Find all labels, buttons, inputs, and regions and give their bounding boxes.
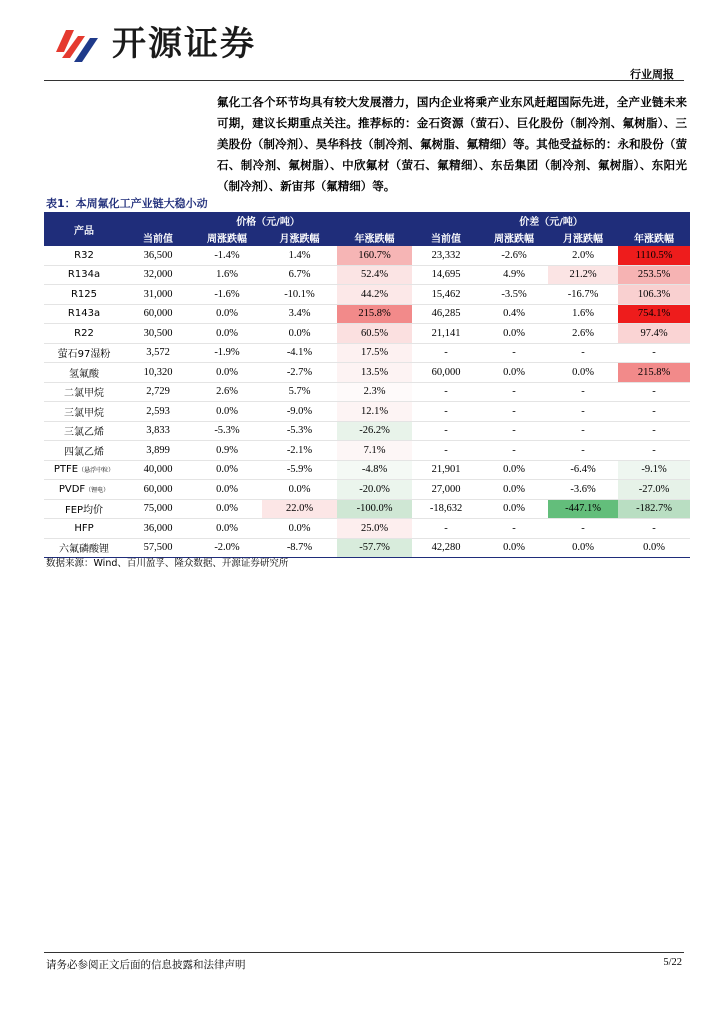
table-cell: -4.8% [337, 460, 412, 480]
sub-header-1: 周涨跌幅 [192, 229, 262, 246]
table-cell: -6.4% [548, 460, 618, 480]
table-cell: -2.1% [262, 441, 337, 461]
table-cell: - [618, 441, 690, 461]
table-cell: 21,901 [412, 460, 480, 480]
table-cell: 36,000 [124, 519, 192, 539]
product-cell [44, 324, 124, 344]
table-cell: 40,000 [124, 460, 192, 480]
table-cell: 1110.5% [618, 246, 690, 265]
product-cell [44, 343, 124, 363]
table-cell: 0.0% [192, 402, 262, 422]
table-row [44, 421, 690, 441]
table-cell: -16.7% [548, 285, 618, 305]
table-cell: 0.0% [262, 324, 337, 344]
table-cell: 22.0% [262, 499, 337, 519]
product-name: 四氯乙烯 [64, 446, 104, 458]
table-cell: 12.1% [337, 402, 412, 422]
table-cell: 0.0% [480, 538, 548, 558]
product-cell [44, 421, 124, 441]
table-cell: 0.0% [548, 538, 618, 558]
table-cell: -10.1% [262, 285, 337, 305]
table-cell: 2,593 [124, 402, 192, 422]
product-name: R32 [74, 249, 94, 261]
table-cell: 0.0% [262, 519, 337, 539]
table-cell: - [618, 382, 690, 402]
table-cell: 3,833 [124, 421, 192, 441]
product-name: R125 [70, 288, 98, 300]
product-cell [44, 304, 124, 324]
table-cell: -18,632 [412, 499, 480, 519]
page-number: 5/22 [663, 957, 682, 968]
table-cell: 57,500 [124, 538, 192, 558]
table-cell: 215.8% [618, 363, 690, 383]
table-cell: 1.6% [548, 304, 618, 324]
table-cell: -2.0% [192, 538, 262, 558]
table-cell: 215.8% [337, 304, 412, 324]
table-row [44, 499, 690, 519]
table-cell: 42,280 [412, 538, 480, 558]
table-cell: 52.4% [337, 265, 412, 285]
table-cell: 44.2% [337, 285, 412, 305]
table-cell: - [548, 382, 618, 402]
product-cell [44, 441, 124, 461]
product-name: 萤石97湿粉 [57, 349, 111, 361]
table-cell: 15,462 [412, 285, 480, 305]
table-cell: 2.3% [337, 382, 412, 402]
table-cell: - [548, 519, 618, 539]
product-name: PTFE [53, 464, 79, 476]
table-cell: 27,000 [412, 480, 480, 500]
table-cell: 0.0% [192, 460, 262, 480]
product-name: 三氯乙烯 [64, 427, 104, 439]
table-cell: -2.6% [480, 246, 548, 265]
table-cell: -1.9% [192, 343, 262, 363]
product-name: R143a [67, 308, 101, 320]
product-cell [44, 499, 124, 519]
table-cell: -1.6% [192, 285, 262, 305]
product-cell [44, 382, 124, 402]
table-cell: 25.0% [337, 519, 412, 539]
table-cell: - [480, 441, 548, 461]
table-cell: 0.0% [192, 304, 262, 324]
table-cell: 253.5% [618, 265, 690, 285]
table-cell: -100.0% [337, 499, 412, 519]
table-cell: -447.1% [548, 499, 618, 519]
table-cell: 60,000 [124, 480, 192, 500]
table-cell: -9.0% [262, 402, 337, 422]
table-cell: 36,500 [124, 246, 192, 265]
table-cell: - [548, 343, 618, 363]
table-cell: 21.2% [548, 265, 618, 285]
table-cell: - [480, 343, 548, 363]
table-row [44, 324, 690, 344]
table-cell: 60,000 [124, 304, 192, 324]
table-cell: 0.0% [192, 480, 262, 500]
sub-header-6: 月涨跌幅 [548, 229, 618, 246]
product-name: HFP [74, 522, 94, 534]
table-row [44, 402, 690, 422]
product-cell [44, 285, 124, 305]
table-cell: 106.3% [618, 285, 690, 305]
table-row [44, 285, 690, 305]
table-cell: -8.7% [262, 538, 337, 558]
table-cell: 1.4% [262, 246, 337, 265]
table-cell: 60,000 [412, 363, 480, 383]
product-name: 氢氟酸 [69, 368, 99, 380]
table-row [44, 441, 690, 461]
sub-header-2: 月涨跌幅 [262, 229, 337, 246]
table-cell: 2.0% [548, 246, 618, 265]
table-cell: 0.0% [548, 363, 618, 383]
table-source: 数据来源：Wind、百川盈孚、隆众数据、开源证券研究所 [46, 558, 289, 569]
table-cell: 0.0% [480, 460, 548, 480]
body-paragraph: 氟化工各个环节均具有较大发展潜力，国内企业将乘产业东风赶超国际先进，全产业链未来可期，建议长期重点关注。推荐标的：金石资源（萤石）、巨化股份（制冷剂、氟树脂）、三美股份（制冷剂）、昊华科技（制冷剂、氟树脂、氟精细）等。其他受益标的：永和股份（萤石、制冷剂、氟树脂）、中欣氟材（萤石、氟精细）、东岳集团（制冷剂、氟树脂）、东阳光（制冷剂）、新宙邦（氟精细）等。 [217, 95, 687, 193]
table-row [44, 519, 690, 539]
document-type: 行业周报 [630, 68, 674, 81]
brand-name: 开源证券 [112, 24, 256, 64]
header-divider [44, 80, 684, 81]
table-cell: 97.4% [618, 324, 690, 344]
product-name: 二氯甲烷 [64, 388, 104, 400]
table-cell: -5.3% [262, 421, 337, 441]
table-cell: -5.3% [192, 421, 262, 441]
table-cell: - [618, 402, 690, 422]
table-cell: - [548, 441, 618, 461]
table-cell: 10,320 [124, 363, 192, 383]
table-cell: - [480, 421, 548, 441]
table-cell: 0.4% [480, 304, 548, 324]
table-cell: - [412, 519, 480, 539]
table-cell: 14,695 [412, 265, 480, 285]
table-cell: 2.6% [548, 324, 618, 344]
product-note: （悬浮中粒） [78, 467, 115, 475]
table-body [44, 246, 690, 558]
table-cell: - [412, 382, 480, 402]
table-cell: -1.4% [192, 246, 262, 265]
table-cell: -5.9% [262, 460, 337, 480]
table-cell: - [480, 382, 548, 402]
table-cell: 0.0% [618, 538, 690, 558]
table-cell: 46,285 [412, 304, 480, 324]
product-cell [44, 480, 124, 500]
table-cell: 0.0% [480, 324, 548, 344]
product-name: FEP均价 [64, 505, 104, 517]
table-cell: - [480, 402, 548, 422]
table-cell: - [618, 343, 690, 363]
table-cell: 31,000 [124, 285, 192, 305]
product-name: R134a [67, 269, 101, 281]
table-cell: 0.0% [192, 519, 262, 539]
table-cell: - [480, 519, 548, 539]
table-cell: -182.7% [618, 499, 690, 519]
table-cell: 6.7% [262, 265, 337, 285]
table-cell: 754.1% [618, 304, 690, 324]
table-cell: 2.6% [192, 382, 262, 402]
product-cell [44, 402, 124, 422]
table-cell: -27.0% [618, 480, 690, 500]
table-cell: - [618, 421, 690, 441]
logo-mark-icon [52, 22, 102, 66]
sub-header-7: 年涨跌幅 [618, 229, 690, 246]
table-cell: 1.6% [192, 265, 262, 285]
product-cell [44, 265, 124, 285]
product-name: PVDF [58, 483, 86, 495]
table-cell: 0.0% [262, 480, 337, 500]
product-name: 六氟磷酸锂 [59, 544, 109, 556]
table-cell: - [618, 519, 690, 539]
price-table [44, 212, 690, 558]
product-cell [44, 460, 124, 480]
table-cell: 0.0% [480, 480, 548, 500]
header-spread-group: 价差（元/吨） [412, 212, 690, 229]
product-name: 三氯甲烷 [64, 407, 104, 419]
table-cell: 60.5% [337, 324, 412, 344]
table-cell: 0.9% [192, 441, 262, 461]
sub-header-5: 周涨跌幅 [480, 229, 548, 246]
header-price-group: 价格（元/吨） [124, 212, 412, 229]
table-title: 表1：本周氟化工产业链大稳小动 [46, 197, 208, 210]
table-row [44, 304, 690, 324]
table-row [44, 480, 690, 500]
table-cell: - [548, 402, 618, 422]
table-cell: 0.0% [192, 499, 262, 519]
table-row [44, 246, 690, 265]
product-name: R22 [74, 327, 94, 339]
table-cell: 5.7% [262, 382, 337, 402]
table-cell: 30,500 [124, 324, 192, 344]
table-cell: -3.6% [548, 480, 618, 500]
table-cell: - [548, 421, 618, 441]
table-cell: 3,572 [124, 343, 192, 363]
table-cell: -26.2% [337, 421, 412, 441]
table-row [44, 460, 690, 480]
product-cell [44, 519, 124, 539]
table-cell: 0.0% [192, 363, 262, 383]
footer-disclaimer: 请务必参阅正文后面的信息披露和法律声明 [46, 959, 246, 971]
table-cell: 7.1% [337, 441, 412, 461]
table-cell: - [412, 441, 480, 461]
sub-header-4: 当前值 [412, 229, 480, 246]
table-cell: - [412, 421, 480, 441]
table-cell: - [412, 402, 480, 422]
table-row [44, 363, 690, 383]
table-cell: 2,729 [124, 382, 192, 402]
table-cell: -4.1% [262, 343, 337, 363]
table-cell: 3.4% [262, 304, 337, 324]
table-cell: 75,000 [124, 499, 192, 519]
table-cell: 21,141 [412, 324, 480, 344]
product-cell [44, 246, 124, 265]
table-cell: -3.5% [480, 285, 548, 305]
table-cell: 13.5% [337, 363, 412, 383]
table-cell: 23,332 [412, 246, 480, 265]
product-cell [44, 363, 124, 383]
table-cell: - [412, 343, 480, 363]
company-logo [52, 22, 256, 66]
sub-header-0: 当前值 [124, 229, 192, 246]
table-cell: -2.7% [262, 363, 337, 383]
table-row [44, 265, 690, 285]
table-cell: 32,000 [124, 265, 192, 285]
sub-header-row [44, 229, 690, 246]
table-cell: -20.0% [337, 480, 412, 500]
table-cell: 160.7% [337, 246, 412, 265]
table-cell: 0.0% [480, 363, 548, 383]
header-product: 产品 [44, 212, 124, 246]
footer-divider [44, 952, 684, 953]
table-cell: -57.7% [337, 538, 412, 558]
table-cell: 17.5% [337, 343, 412, 363]
table-row [44, 382, 690, 402]
table-cell: 3,899 [124, 441, 192, 461]
product-note: （锂电） [85, 486, 110, 494]
table-cell: -9.1% [618, 460, 690, 480]
table-cell: 0.0% [192, 324, 262, 344]
sub-header-3: 年涨跌幅 [337, 229, 412, 246]
table-cell: 0.0% [480, 499, 548, 519]
table-cell: 4.9% [480, 265, 548, 285]
table-row [44, 343, 690, 363]
